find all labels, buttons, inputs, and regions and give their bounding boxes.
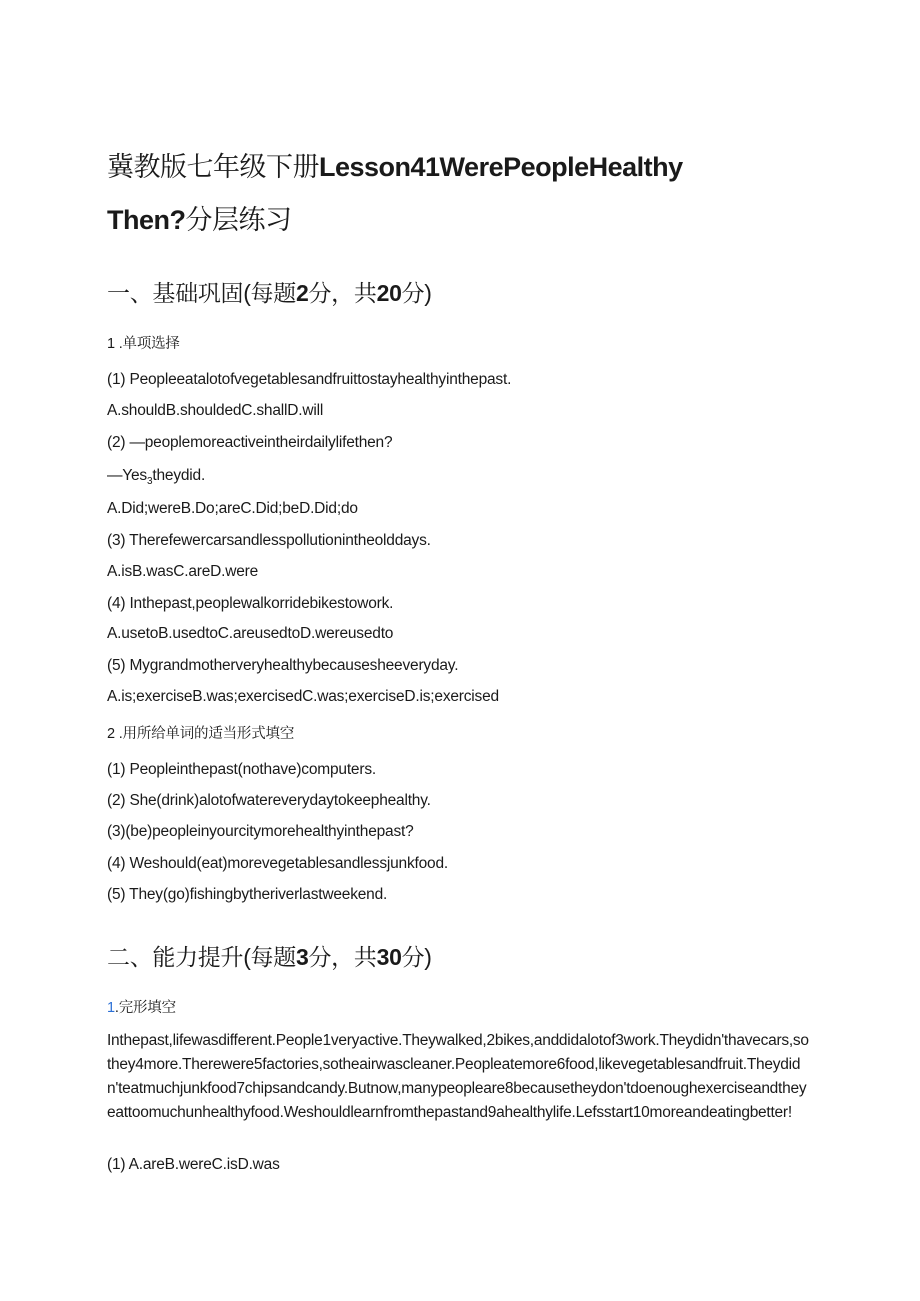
part-label-fill-blank: 2 .用所给单词的适当形式填空: [107, 726, 295, 742]
question-2-options: A.Did;wereB.Do;areC.Did;beD.Did;do: [107, 500, 358, 517]
heading-total: 30: [376, 944, 402, 970]
answer-subscript: 3: [147, 476, 153, 488]
question-2: (2) —peoplemoreactiveintheirdailylifethen?: [107, 434, 393, 451]
question-4-options: A.usetoB.usedtoC.areusedtoD.wereusedto: [107, 625, 394, 642]
title-lesson: Lesson41WerePeopleHealthy: [319, 152, 683, 182]
part-label-single-choice: 1 .单项选择: [107, 336, 180, 352]
heading-text: 分): [401, 944, 432, 970]
section2-heading: [107, 939, 432, 972]
heading-text: 分，共: [308, 280, 377, 306]
fill-question-4: (4) Weshould(eat)morevegetablesandlessjunkfood.: [107, 855, 448, 872]
question-1-options: A.shouldB.shouldedC.shallD.will: [107, 402, 324, 419]
question-3-options: A.isB.wasC.areD.were: [107, 563, 259, 580]
answer-text: —Yes: [107, 467, 147, 484]
answer-text: theydid.: [152, 467, 206, 484]
heading-total: 20: [376, 280, 402, 306]
cloze-passage: Inthepast,lifewasdifferent.People1veryactive.Theywalked,2bikes,anddidalotof3work.Theydidn'thavecars,sothey4more.Therewere5factories,sotheairwascleaner.Peopleatemore6food,likevegetablesandfruit.Theydidn'teatmuchjunkfood7chipsandcandy.Butnow,manypeopleare8becausetheydon'tdoenoughexerciseandtheyeattoomuchunhealthyfood.Weshouldlearnfromthepastand9ahealthylife.Lefsstart10moreandeatingbetter!: [107, 1032, 809, 1121]
fill-question-5: (5) They(go)fishingbytheriverlastweekend.: [107, 886, 388, 903]
section1-heading: [107, 275, 432, 308]
title-prefix: 冀教版七年级下册: [107, 152, 319, 182]
question-1: (1) Peopleeatalotofvegetablesandfruittostayhealthyinthepast.: [107, 371, 512, 388]
heading-points: 2: [295, 280, 309, 306]
fill-question-1: (1) Peopleinthepast(nothave)computers.: [107, 761, 376, 778]
heading-text: 二、能力提升(每题: [107, 944, 296, 970]
part-label-text: .完形填空: [114, 1000, 176, 1016]
heading-text: 一、基础巩固(每题: [107, 280, 296, 306]
heading-points: 3: [295, 944, 309, 970]
part-label-cloze: [107, 996, 176, 1017]
question-4: (4) Inthepast,peoplewalkorridebikestowork.: [107, 595, 394, 612]
question-5-options: A.is;exerciseB.was;exercisedC.was;exerciseD.is;exercised: [107, 688, 499, 705]
title-suffix: 分层练习: [185, 205, 292, 235]
fill-question-2: (2) She(drink)alotofwatereverydaytokeephealthy.: [107, 792, 431, 809]
cloze-question-1: (1) A.areB.wereC.isD.was: [107, 1156, 280, 1173]
document-title-line1: [107, 145, 683, 184]
part-number: 1: [107, 1000, 115, 1016]
question-5: (5) Mygrandmotherveryhealthybecausesheeveryday.: [107, 657, 459, 674]
heading-text: 分，共: [308, 944, 377, 970]
question-3: (3) Therefewercarsandlesspollutionintheolddays.: [107, 532, 431, 549]
heading-text: 分): [401, 280, 432, 306]
question-2-answer: [107, 467, 205, 487]
title-then: Then?: [107, 205, 186, 235]
fill-question-3: (3)(be)peopleinyourcitymorehealthyinthepast?: [107, 823, 414, 840]
document-title-line2: [107, 198, 292, 237]
